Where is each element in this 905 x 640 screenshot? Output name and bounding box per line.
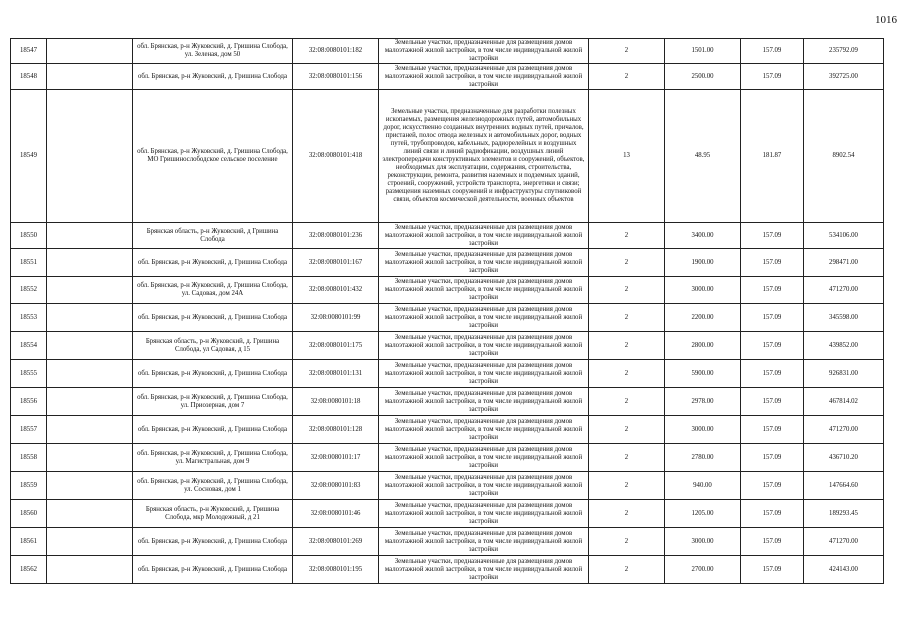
- page-number: 1016: [875, 14, 897, 26]
- area-cell: 2200.00: [665, 304, 741, 332]
- rate-cell: 157.09: [741, 556, 804, 584]
- category-cell: 2: [589, 304, 665, 332]
- area-cell: 1501.00: [665, 39, 741, 64]
- table-row: [11, 223, 884, 249]
- rate-cell: 157.09: [741, 472, 804, 500]
- area-cell: 3400.00: [665, 223, 741, 249]
- table-row: [11, 304, 884, 332]
- cadastral-number-cell: 32:08:0080101:128: [293, 416, 379, 444]
- row-id-cell: 18560: [11, 500, 47, 528]
- table-row: [11, 416, 884, 444]
- table-row: [11, 64, 884, 90]
- row-id-cell: 18550: [11, 223, 47, 249]
- address-cell: обл. Брянская, р-н Жуковский, д. Гришина Слобода, ул. Приозерная, дом 7: [133, 388, 293, 416]
- rate-cell: 157.09: [741, 528, 804, 556]
- category-cell: 2: [589, 277, 665, 304]
- row-id-cell: 18552: [11, 277, 47, 304]
- rate-cell: 157.09: [741, 249, 804, 277]
- category-cell: 2: [589, 528, 665, 556]
- rate-cell: 181.87: [741, 90, 804, 223]
- category-cell: 2: [589, 360, 665, 388]
- value-cell: 189293.45: [804, 500, 884, 528]
- table-body: [11, 39, 884, 584]
- cadastral-number-cell: 32:08:0080101:182: [293, 39, 379, 64]
- table-row: [11, 249, 884, 277]
- category-cell: 2: [589, 223, 665, 249]
- empty-cell: [47, 304, 133, 332]
- land-use-cell: Земельные участки, предназначенные для размещения домов малоэтажной жилой застройки, в том числе индивидуальной жилой застройки: [379, 416, 589, 444]
- row-id-cell: 18561: [11, 528, 47, 556]
- land-use-cell: Земельные участки, предназначенные для размещения домов малоэтажной жилой застройки, в том числе индивидуальной жилой застройки: [379, 304, 589, 332]
- address-cell: обл. Брянская, р-н Жуковский, д. Гришина Слобода, МО Гришинослободское сельское поселение: [133, 90, 293, 223]
- row-id-cell: 18553: [11, 304, 47, 332]
- table-row: [11, 528, 884, 556]
- cadastral-number-cell: 32:08:0080101:236: [293, 223, 379, 249]
- rate-cell: 157.09: [741, 416, 804, 444]
- area-cell: 48.95: [665, 90, 741, 223]
- land-use-cell: Земельные участки, предназначенные для размещения домов малоэтажной жилой застройки, в том числе индивидуальной жилой застройки: [379, 388, 589, 416]
- empty-cell: [47, 223, 133, 249]
- cadastral-number-cell: 32:08:0080101:17: [293, 444, 379, 472]
- land-use-cell: Земельные участки, предназначенные для размещения домов малоэтажной жилой застройки, в том числе индивидуальной жилой застройки: [379, 223, 589, 249]
- area-cell: 3000.00: [665, 416, 741, 444]
- row-id-cell: 18548: [11, 64, 47, 90]
- address-cell: обл. Брянская, р-н Жуковский, д. Гришина Слобода, ул. Магистральная, дом 9: [133, 444, 293, 472]
- land-use-cell: Земельные участки, предназначенные для размещения домов малоэтажной жилой застройки, в том числе индивидуальной жилой застройки: [379, 500, 589, 528]
- area-cell: 2780.00: [665, 444, 741, 472]
- empty-cell: [47, 360, 133, 388]
- area-cell: 2800.00: [665, 332, 741, 360]
- category-cell: 2: [589, 500, 665, 528]
- empty-cell: [47, 556, 133, 584]
- address-cell: Брянская область, р-н Жуковский, д. Гришина Слобода, ул Садовая, д 15: [133, 332, 293, 360]
- category-cell: 2: [589, 64, 665, 90]
- empty-cell: [47, 388, 133, 416]
- row-id-cell: 18559: [11, 472, 47, 500]
- value-cell: 471270.00: [804, 416, 884, 444]
- rate-cell: 157.09: [741, 360, 804, 388]
- row-id-cell: 18547: [11, 39, 47, 64]
- cadastral-number-cell: 32:08:0080101:99: [293, 304, 379, 332]
- area-cell: 5900.00: [665, 360, 741, 388]
- empty-cell: [47, 39, 133, 64]
- value-cell: 471270.00: [804, 528, 884, 556]
- land-use-cell: Земельные участки, предназначенные для размещения домов малоэтажной жилой застройки, в том числе индивидуальной жилой застройки: [379, 556, 589, 584]
- rate-cell: 157.09: [741, 39, 804, 64]
- address-cell: Брянская область, р-н Жуковский, д Гришина Слобода: [133, 223, 293, 249]
- empty-cell: [47, 64, 133, 90]
- table-row: [11, 360, 884, 388]
- row-id-cell: 18555: [11, 360, 47, 388]
- cadastral-number-cell: 32:08:0080101:167: [293, 249, 379, 277]
- empty-cell: [47, 416, 133, 444]
- table-row: [11, 277, 884, 304]
- address-cell: обл. Брянская, р-н Жуковский, д. Гришина Слобода: [133, 556, 293, 584]
- row-id-cell: 18557: [11, 416, 47, 444]
- empty-cell: [47, 444, 133, 472]
- land-use-cell: Земельные участки, предназначенные для размещения домов малоэтажной жилой застройки, в том числе индивидуальной жилой застройки: [379, 277, 589, 304]
- area-cell: 1900.00: [665, 249, 741, 277]
- address-cell: обл. Брянская, р-н Жуковский, д. Гришина Слобода, ул. Зеленая, дом 50: [133, 39, 293, 64]
- category-cell: 2: [589, 249, 665, 277]
- category-cell: 2: [589, 472, 665, 500]
- address-cell: обл. Брянская, р-н Жуковский, д. Гришина Слобода, ул. Сосновая, дом 1: [133, 472, 293, 500]
- category-cell: 2: [589, 556, 665, 584]
- land-use-cell: Земельные участки, предназначенные для размещения домов малоэтажной жилой застройки, в том числе индивидуальной жилой застройки: [379, 360, 589, 388]
- empty-cell: [47, 249, 133, 277]
- address-cell: обл. Брянская, р-н Жуковский, д. Гришина Слобода: [133, 416, 293, 444]
- row-id-cell: 18549: [11, 90, 47, 223]
- address-cell: обл. Брянская, р-н Жуковский, д. Гришина Слобода: [133, 360, 293, 388]
- row-id-cell: 18556: [11, 388, 47, 416]
- row-id-cell: 18562: [11, 556, 47, 584]
- land-use-cell: Земельные участки, предназначенные для размещения домов малоэтажной жилой застройки, в том числе индивидуальной жилой застройки: [379, 528, 589, 556]
- area-cell: 1205.00: [665, 500, 741, 528]
- table-row: [11, 90, 884, 223]
- category-cell: 2: [589, 388, 665, 416]
- empty-cell: [47, 500, 133, 528]
- land-use-cell: Земельные участки, предназначенные для размещения домов малоэтажной жилой застройки, в том числе индивидуальной жилой застройки: [379, 39, 589, 64]
- address-cell: Брянская область, р-н Жуковский, д. Гришина Слобода, мкр Молодежный, д 21: [133, 500, 293, 528]
- category-cell: 2: [589, 416, 665, 444]
- cadastral-number-cell: 32:08:0080101:18: [293, 388, 379, 416]
- rate-cell: 157.09: [741, 500, 804, 528]
- rate-cell: 157.09: [741, 332, 804, 360]
- value-cell: 8902.54: [804, 90, 884, 223]
- value-cell: 147664.60: [804, 472, 884, 500]
- area-cell: 2700.00: [665, 556, 741, 584]
- value-cell: 467814.02: [804, 388, 884, 416]
- rate-cell: 157.09: [741, 304, 804, 332]
- land-use-cell: Земельные участки, предназначенные для размещения домов малоэтажной жилой застройки, в том числе индивидуальной жилой застройки: [379, 472, 589, 500]
- category-cell: 2: [589, 332, 665, 360]
- value-cell: 534106.00: [804, 223, 884, 249]
- cadastral-number-cell: 32:08:0080101:175: [293, 332, 379, 360]
- land-registry-table: [10, 38, 884, 584]
- value-cell: 424143.00: [804, 556, 884, 584]
- value-cell: 926831.00: [804, 360, 884, 388]
- rate-cell: 157.09: [741, 444, 804, 472]
- empty-cell: [47, 472, 133, 500]
- table-row: [11, 332, 884, 360]
- address-cell: обл. Брянская, р-н Жуковский, д. Гришина Слобода: [133, 528, 293, 556]
- land-use-cell: Земельные участки, предназначенные для разработки полезных ископаемых, размещения железнодорожных путей, автомобильных дорог, искусственно созданных внутренних водных путей, причалов, пристаней, полос отвода железных и автомобильных дорог, водных путей, трубопроводов, кабельных, радиорелейных и воздушных линий связи и линий радиофикации, воздушных линий электропередачи конструктивных элементов и сооружений, объектов, необходимых для эксплуатации, содержания, строительства, реконструкции, ремонта, развития наземных и подземных зданий, строений, сооружений, устройств транспорта, энергетики и связи; размещения наземных сооружений и инфраструктуры спутниковой связи, объектов космической деятельности, военных объектов: [379, 90, 589, 223]
- value-cell: 392725.00: [804, 64, 884, 90]
- rate-cell: 157.09: [741, 388, 804, 416]
- land-use-cell: Земельные участки, предназначенные для размещения домов малоэтажной жилой застройки, в том числе индивидуальной жилой застройки: [379, 249, 589, 277]
- cadastral-number-cell: 32:08:0080101:432: [293, 277, 379, 304]
- land-use-cell: Земельные участки, предназначенные для размещения домов малоэтажной жилой застройки, в том числе индивидуальной жилой застройки: [379, 444, 589, 472]
- table-row: [11, 388, 884, 416]
- cadastral-number-cell: 32:08:0080101:131: [293, 360, 379, 388]
- empty-cell: [47, 90, 133, 223]
- cadastral-number-cell: 32:08:0080101:195: [293, 556, 379, 584]
- category-cell: 2: [589, 444, 665, 472]
- table-row: [11, 500, 884, 528]
- row-id-cell: 18551: [11, 249, 47, 277]
- cadastral-number-cell: 32:08:0080101:418: [293, 90, 379, 223]
- value-cell: 298471.00: [804, 249, 884, 277]
- rate-cell: 157.09: [741, 64, 804, 90]
- value-cell: 345598.00: [804, 304, 884, 332]
- row-id-cell: 18558: [11, 444, 47, 472]
- address-cell: обл. Брянская, р-н Жуковский, д. Гришина Слобода: [133, 249, 293, 277]
- area-cell: 3000.00: [665, 528, 741, 556]
- table-row: [11, 472, 884, 500]
- area-cell: 2978.00: [665, 388, 741, 416]
- value-cell: 235792.09: [804, 39, 884, 64]
- table-row: [11, 556, 884, 584]
- value-cell: 439852.00: [804, 332, 884, 360]
- area-cell: 3000.00: [665, 277, 741, 304]
- rate-cell: 157.09: [741, 277, 804, 304]
- land-use-cell: Земельные участки, предназначенные для размещения домов малоэтажной жилой застройки, в том числе индивидуальной жилой застройки: [379, 332, 589, 360]
- address-cell: обл. Брянская, р-н Жуковский, д. Гришина Слобода: [133, 64, 293, 90]
- empty-cell: [47, 528, 133, 556]
- empty-cell: [47, 332, 133, 360]
- cadastral-number-cell: 32:08:0080101:83: [293, 472, 379, 500]
- empty-cell: [47, 277, 133, 304]
- area-cell: 940.00: [665, 472, 741, 500]
- cadastral-number-cell: 32:08:0080101:46: [293, 500, 379, 528]
- category-cell: 13: [589, 90, 665, 223]
- value-cell: 436710.20: [804, 444, 884, 472]
- value-cell: 471270.00: [804, 277, 884, 304]
- cadastral-number-cell: 32:08:0080101:269: [293, 528, 379, 556]
- row-id-cell: 18554: [11, 332, 47, 360]
- area-cell: 2500.00: [665, 64, 741, 90]
- address-cell: обл. Брянская, р-н Жуковский, д. Гришина Слобода, ул. Садовая, дом 24А: [133, 277, 293, 304]
- land-use-cell: Земельные участки, предназначенные для размещения домов малоэтажной жилой застройки, в том числе индивидуальной жилой застройки: [379, 64, 589, 90]
- address-cell: обл. Брянская, р-н Жуковский, д. Гришина Слобода: [133, 304, 293, 332]
- rate-cell: 157.09: [741, 223, 804, 249]
- cadastral-number-cell: 32:08:0080101:156: [293, 64, 379, 90]
- table-row: [11, 39, 884, 64]
- category-cell: 2: [589, 39, 665, 64]
- table-row: [11, 444, 884, 472]
